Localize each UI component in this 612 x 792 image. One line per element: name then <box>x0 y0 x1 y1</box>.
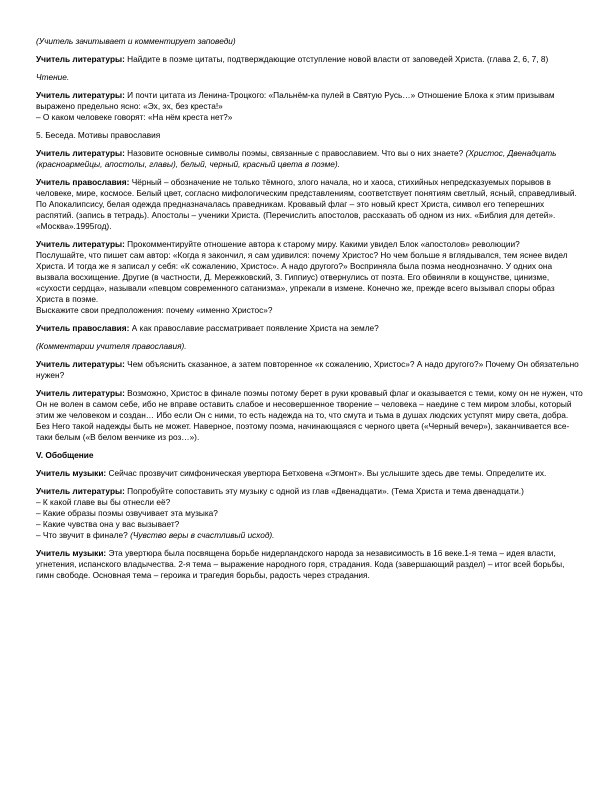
question-item <box>36 530 584 541</box>
question-answer: (Чувство веры в счастливый исход). <box>130 530 275 540</box>
paragraph-lenin-quote <box>36 90 584 123</box>
paragraph-text: И почти цитата из Ленина-Троцкого: «Пальнём-ка пулей в Святую Русь…» Отношение Блока к этим призывам выражено предельно ясно: «Эх, эх, без креста!» <box>36 90 555 111</box>
speaker-label: Учитель литературы: <box>36 148 125 158</box>
speaker-label: Учитель литературы: <box>36 54 125 64</box>
paragraph-author-comment <box>36 239 584 316</box>
paragraph-task-quotes <box>36 54 584 65</box>
stage-direction: (Комментарии учителя православия). <box>36 341 187 351</box>
speaker-label: Учитель литературы: <box>36 359 125 369</box>
paragraph-orthodoxy-question <box>36 323 584 334</box>
paragraph-answer: (Христос, Двенадцать (красноармейцы, апостолы, главы), белый, черный, красный цвета в поэме). <box>36 148 557 169</box>
paragraph-music-questions <box>36 486 584 541</box>
speaker-label: Учитель православия: <box>36 323 130 333</box>
question-text: – Что звучит в финале? <box>36 530 131 540</box>
speaker-label: Учитель музыки: <box>36 468 107 478</box>
paragraph-text: Назовите основные символы поэмы, связанные с православием. Что вы о них знаете? <box>124 148 466 158</box>
paragraph-symbols <box>36 148 584 170</box>
paragraph-text: Прокомментируйте отношение автора к старому миру. Какими увидел Блок «апостолов» революции? <box>124 239 520 249</box>
paragraph-colors <box>36 177 584 232</box>
question-item: – Какие образы поэмы озвучивает эта музыка? <box>36 508 218 518</box>
speaker-label: Учитель литературы: <box>36 239 125 249</box>
question-item: – Какие чувства она у вас вызывает? <box>36 519 180 529</box>
speaker-label: Учитель православия: <box>36 177 130 187</box>
paragraph-text: Найдите в поэме цитаты, подтверждающие отступление новой власти от заповедей Христа. (глава 2, 6, 7, 8) <box>124 54 549 64</box>
paragraph-text: Попробуйте сопоставить эту музыку с одной из глав «Двенадцати». (Тема Христа и тема двенадцати.) <box>124 486 524 496</box>
stage-direction: (Учитель зачитывает и комментирует заповеди) <box>36 36 236 46</box>
paragraph-text: Эта увертюра была посвящена борьбе нидерландского народа за независимость в 16 веке.1-я тема – идея власти, угнетения, испанского владычества. 2-я тема – выражение народного горя, страдания. Кода (завершающий раздел) – итог всей борьбы, гимн свободе. Основная тема – героика и трагедия борьбы, радость через страдания. <box>36 548 565 580</box>
question-item: – К какой главе вы бы отнесли её? <box>36 497 171 507</box>
paragraph-final-answer <box>36 388 584 443</box>
paragraph-why-christ <box>36 359 584 381</box>
paragraph-line: – О каком человеке говорят: «На нём креста нет?» <box>36 112 233 122</box>
paragraph-music-intro <box>36 468 584 479</box>
section-heading: V. Обобщение <box>36 450 94 460</box>
paragraph-overture <box>36 548 584 581</box>
stage-direction: Чтение. <box>36 72 70 82</box>
paragraph-text: Чем объяснить сказанное, а затем повторенное «к сожалению, Христос»? А надо другого?» Почему Он обязательно нужен? <box>36 359 579 380</box>
paragraph-line: Послушайте, что пишет сам автор: «Когда я закончил, я сам удивился: почему Христос? Но чем больше я вглядывался, тем яснее видел Христа. И тогда же я записал у себя: «К сожалению, Христос». А надо другого?» Восприняла была поэма неоднозначно. У одних она вызвала восхищение. Другие (в частности, Д. Мережковский, З. Гиппиус) отвернулись от поэта. Его обвиняли в кощунстве, цинизме, «сухости сердца», называли «певцом современного сатанизма», упрекали в измене. Конечно же, прежде всего вызывал споры образ Христа в поэме. <box>36 250 568 304</box>
speaker-label: Учитель литературы: <box>36 90 125 100</box>
speaker-label: Учитель литературы: <box>36 486 125 496</box>
paragraph-text: Возможно, Христос в финале поэмы потому берет в руки кровавый флаг и оказывается с теми, кому он не нужен, что Он не волен в самом себе, ибо не вправе оставить слабое и несовершенное творение – человека – наедине с тем миром злобы, который этим же человеком и создан… Ибо если Он с ними, то есть надежда на то, что смута и тьма в душах людских уступят миру света, добра. Без Него такой надежды быть не может. Наверное, поэтому поэма, начинающаяся с черного цвета («Черный вечер»), заканчивается все-таки белым («В белом венчике из роз…»). <box>36 388 583 442</box>
paragraph-text: Чёрный – обозначение не только тёмного, злого начала, но и хаоса, стихийных непредсказуемых порывов в человеке, мире, космосе. Белый цвет, согласно мифологическим представлениям, соответствует понятиям светлый, ясный, справедливый. По Апокалипсису, белая одежда предназначалась праведникам. Кровавый флаг – это новый крест Христа, символ его теперешних распятий. (запись в тетрадь). Апостолы – ученики Христа. (Перечислить апостолов, рассказать об одном из них. «Библия для детей». «Москва».1995год). <box>36 177 577 231</box>
speaker-label: Учитель музыки: <box>36 548 107 558</box>
paragraph-text: А как православие рассматривает появление Христа на земле? <box>129 323 379 333</box>
paragraph-line: Выскажите свои предположения: почему «именно Христос»? <box>36 305 273 315</box>
lesson-step-heading: 5. Беседа. Мотивы православия <box>36 130 161 140</box>
speaker-label: Учитель литературы: <box>36 388 125 398</box>
paragraph-text: Сейчас прозвучит симфоническая увертюра Бетховена «Эгмонт». Вы услышите здесь две темы. Определите их. <box>106 468 547 478</box>
